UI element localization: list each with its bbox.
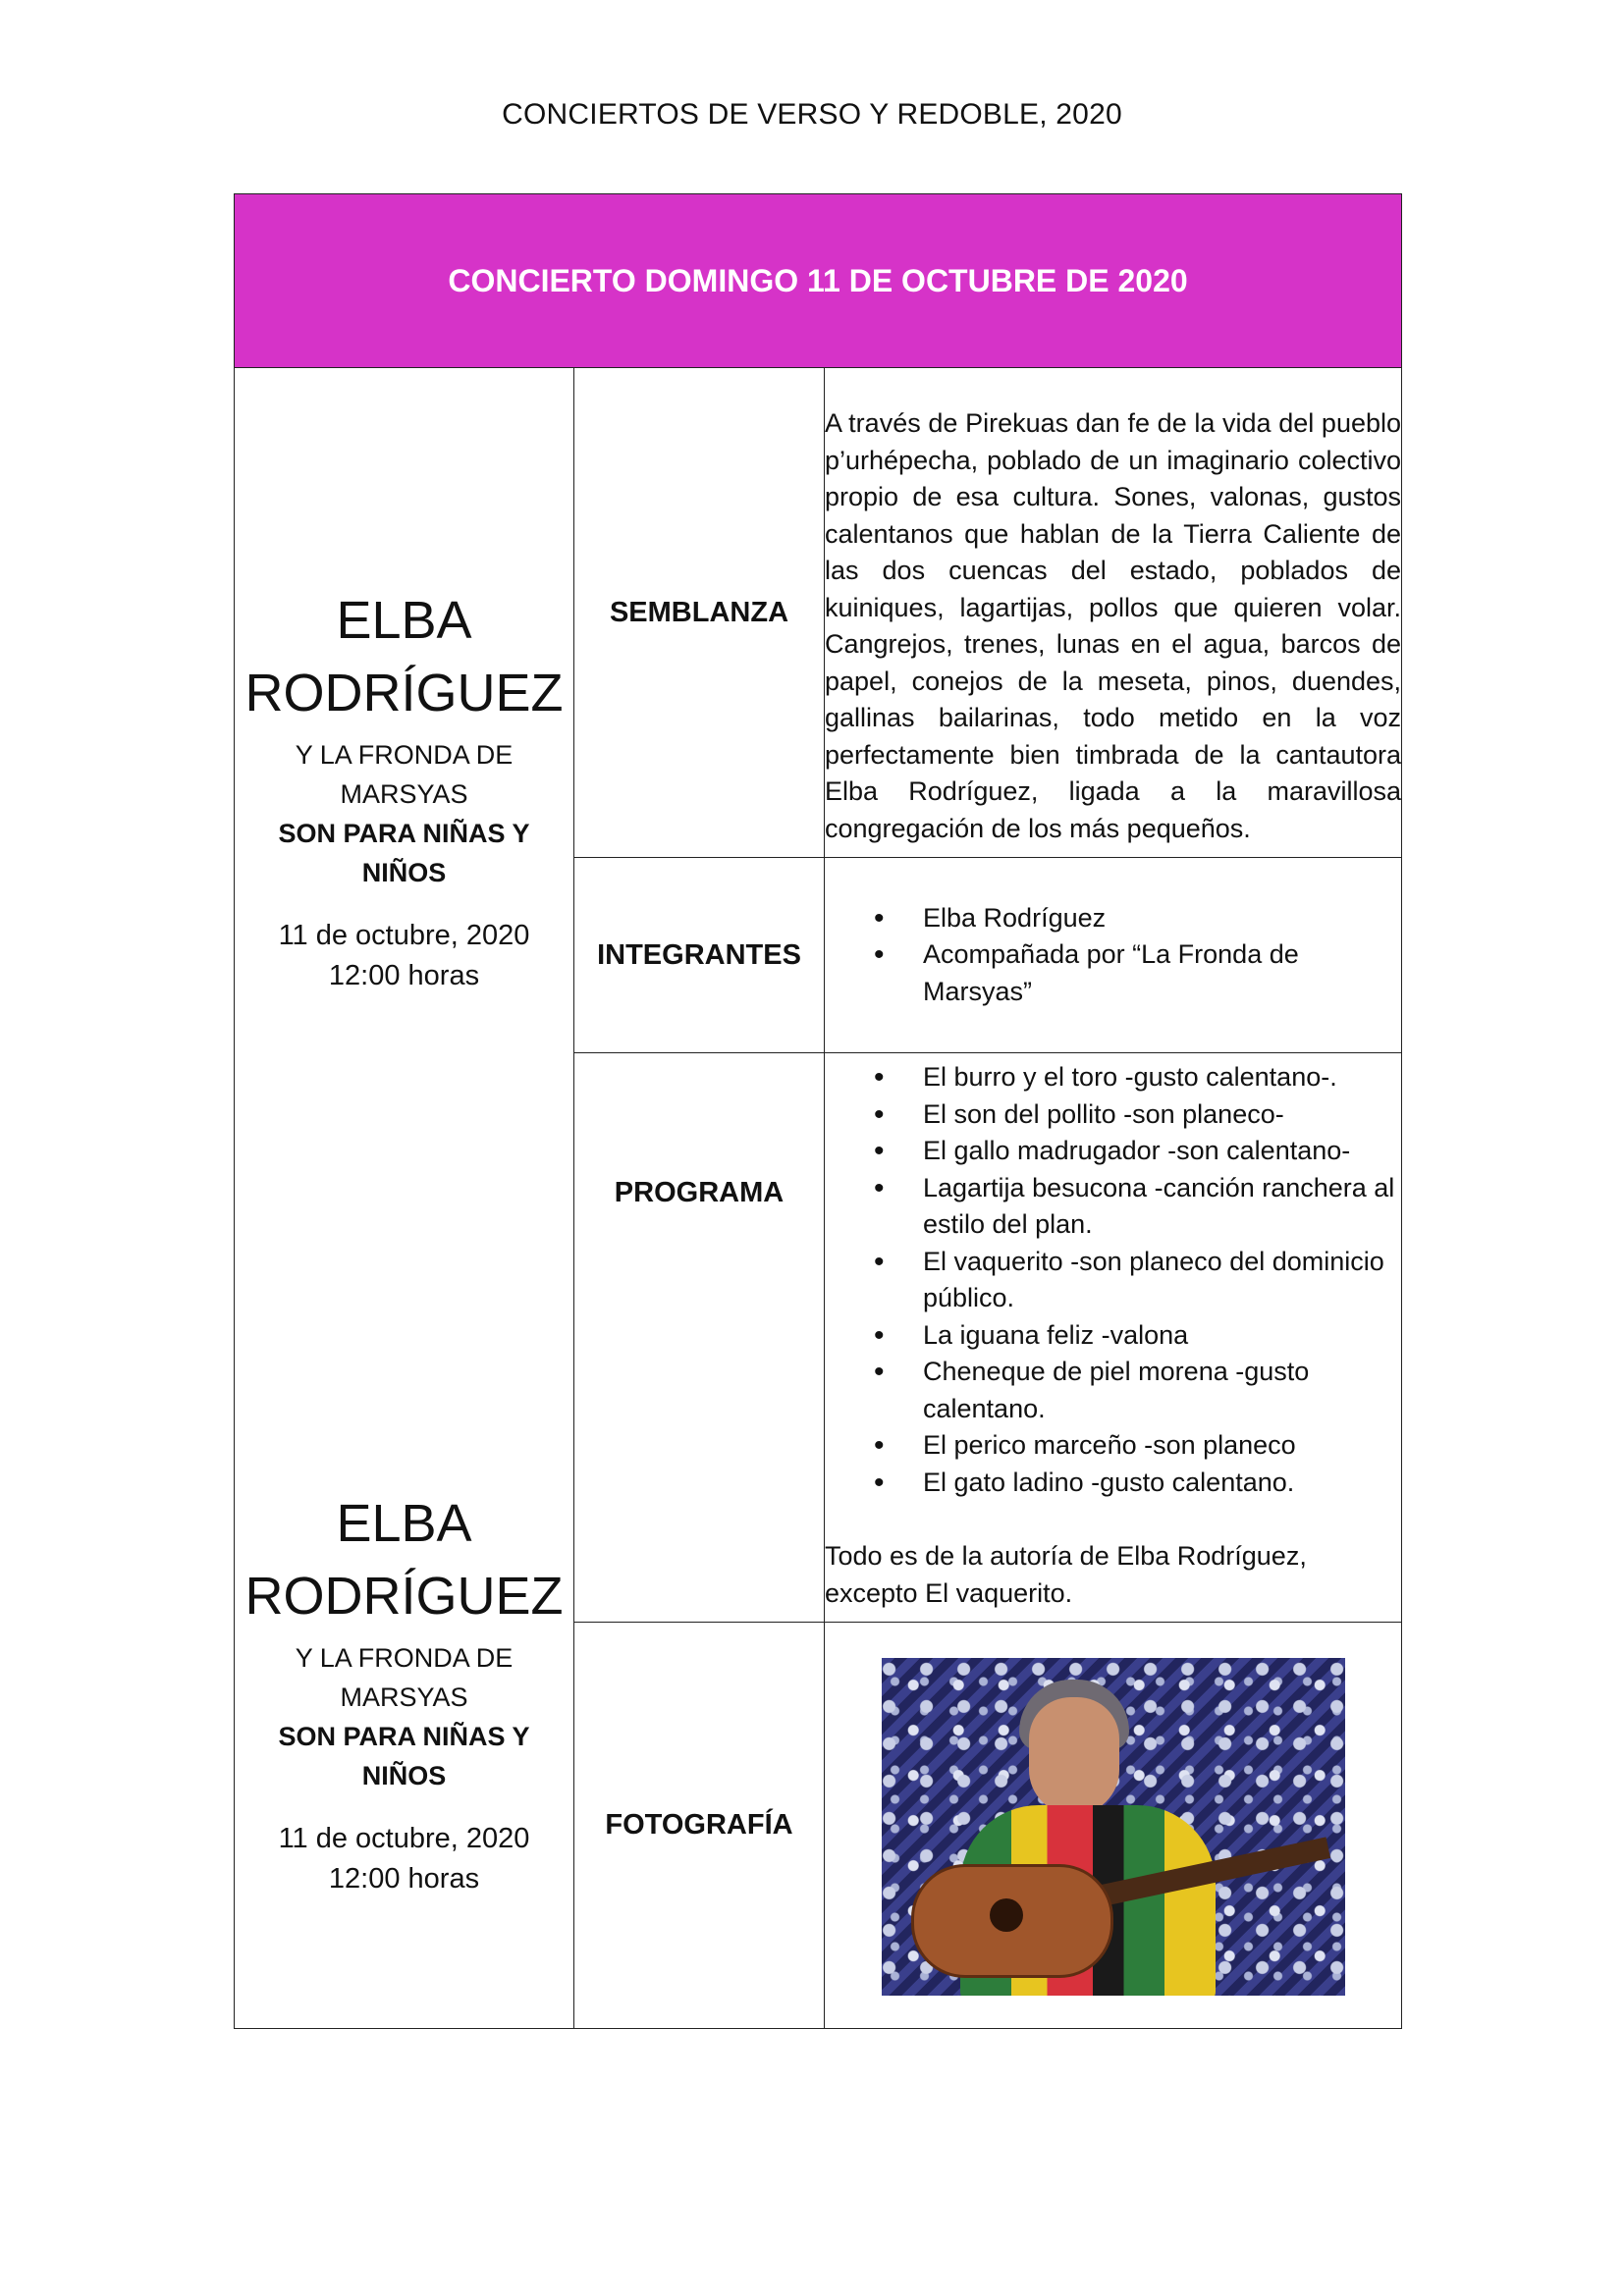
artist-block-top (235, 496, 573, 996)
artist-name-line1: ELBA (336, 591, 472, 651)
artist-genre-line2: NIÑOS (361, 1761, 447, 1791)
artist-name-line2: RODRÍGUEZ (244, 1567, 564, 1627)
list-item: • El burro y el toro -gusto calentano-. (825, 1059, 1401, 1096)
list-item: • La iguana feliz -valona (825, 1317, 1401, 1355)
list-item: • El gallo madrugador -son calentano- (825, 1133, 1401, 1170)
artist-subtitle-line1: Y LA FRONDA DE (295, 740, 514, 771)
photo-face (1029, 1697, 1119, 1815)
artist-time: 12:00 horas (328, 960, 480, 992)
semblanza-label: SEMBLANZA (574, 368, 825, 858)
concert-banner: CONCIERTO DOMINGO 11 DE OCTUBRE DE 2020 (235, 194, 1402, 368)
integrantes-cell (825, 858, 1402, 1053)
concert-table (234, 193, 1402, 2029)
fotografia-cell (825, 1623, 1402, 2029)
list-item: • Elba Rodríguez (825, 900, 1401, 937)
semblanza-cell (825, 368, 1402, 858)
artist-photo (882, 1658, 1345, 1996)
integrantes-label: INTEGRANTES (574, 858, 825, 1053)
artist-name-line2: RODRÍGUEZ (244, 664, 564, 723)
artist-date: 11 de octubre, 2020 (278, 920, 530, 952)
list-item: • El vaquerito -son planeco del dominicio público. (825, 1244, 1401, 1317)
programa-list (825, 1059, 1401, 1501)
list-item: • Acompañada por “La Fronda de Marsyas” (825, 936, 1401, 1010)
programa-cell (825, 1053, 1402, 1623)
artist-date: 11 de octubre, 2020 (278, 1823, 530, 1855)
artist-time: 12:00 horas (328, 1863, 480, 1896)
list-item: • El son del pollito -son planeco- (825, 1096, 1401, 1134)
artist-genre-line1: SON PARA NIÑAS Y (278, 1722, 530, 1752)
fotografia-label: FOTOGRAFÍA (574, 1623, 825, 2029)
integrantes-list (825, 900, 1401, 1011)
artist-subtitle-line2: MARSYAS (340, 1682, 468, 1713)
programa-label: PROGRAMA (574, 1053, 825, 1623)
artist-subtitle-line1: Y LA FRONDA DE (295, 1643, 514, 1674)
artist-block-bottom (235, 996, 573, 1899)
list-item: • Lagartija besucona -canción ranchera al estilo del plan. (825, 1170, 1401, 1244)
artist-column (235, 368, 574, 2029)
artist-genre-line1: SON PARA NIÑAS Y (278, 819, 530, 849)
programa-note: Todo es de la autoría de Elba Rodríguez, excepto El vaquerito. (825, 1541, 1307, 1608)
list-item: • El perico marceño -son planeco (825, 1427, 1401, 1465)
list-item: • Cheneque de piel morena -gusto calentano. (825, 1354, 1401, 1427)
list-item: • El gato ladino -gusto calentano. (825, 1465, 1401, 1502)
semblanza-text: A través de Pirekuas dan fe de la vida del pueblo p’urhépecha, poblado de un imaginario colectivo propio de esa cultura. Sones, valonas, gustos calentanos que hablan de la Tierra Caliente de las dos cuencas del estado, poblados de kuiniques, lagartijas, pollos que quieren volar. Cangrejos, trenes, lunas en el agua, barcos de papel, conejos de la meseta, pinos, duendes, gallinas bailarinas, todo metido en la voz perfectamente bien timbrada de la cantautora Elba Rodríguez, ligada a la maravillosa congregación de los más pequeños. (825, 408, 1402, 843)
artist-subtitle-line2: MARSYAS (340, 779, 468, 810)
artist-name-line1: ELBA (336, 1494, 472, 1554)
photo-guitar-hole (990, 1898, 1023, 1932)
artist-genre-line2: NIÑOS (361, 858, 447, 888)
page-header: CONCIERTOS DE VERSO Y REDOBLE, 2020 (502, 98, 1122, 131)
